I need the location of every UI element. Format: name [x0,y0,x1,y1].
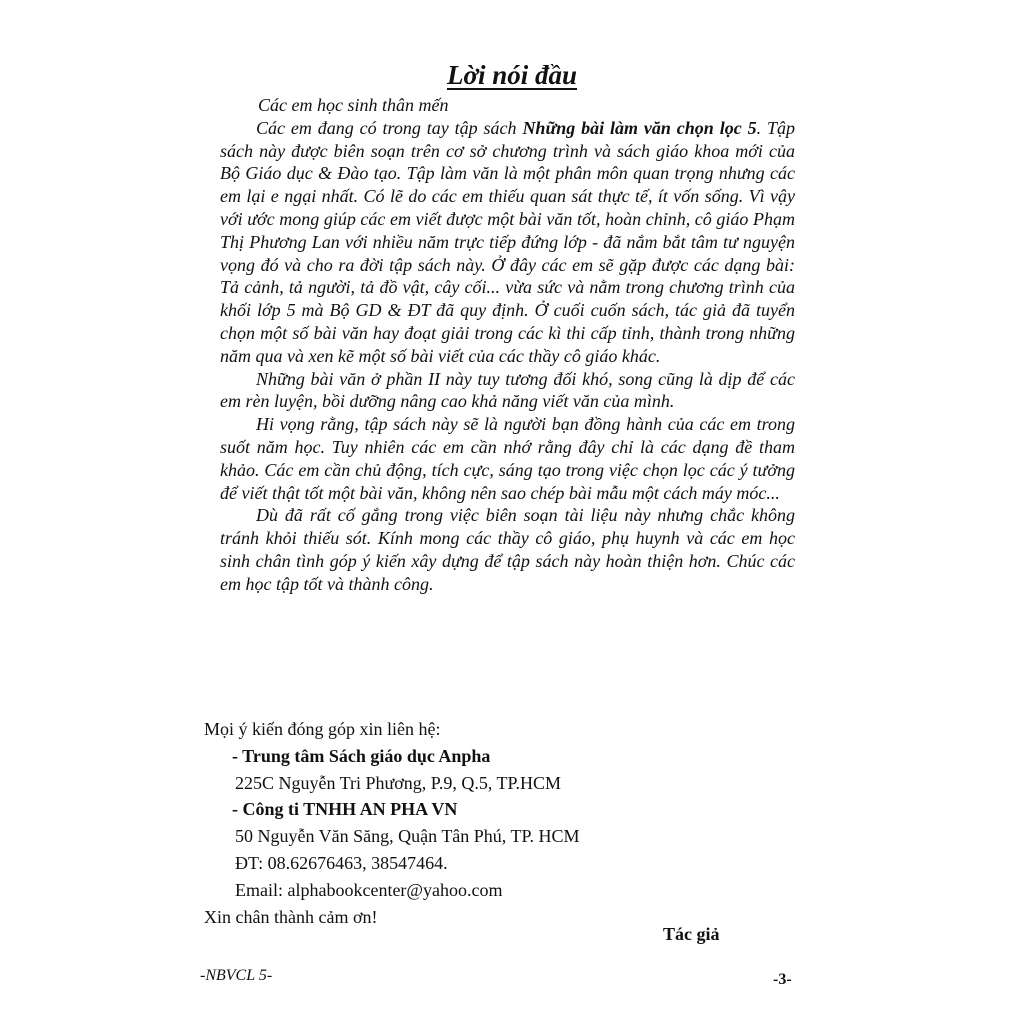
phone-line: ĐT: 08.62676463, 38547464. [235,852,448,873]
contact-block [204,716,804,930]
org1-name [204,743,804,770]
org2-address: 50 Nguyễn Văn Săng, Quận Tân Phú, TP. HCM [235,826,580,847]
org2-name-text: - Công ti TNHH AN PHA VN [232,799,458,820]
page-number: -3- [773,971,792,988]
paragraph-1-before: Các em đang có trong tay tập sách [256,117,523,138]
preface-body [220,94,795,596]
paragraph-1-after: . Tập sách này được biên soạn trên cơ sở chương trình và sách giáo khoa mới của Bộ Giáo dục & Đào tạo. Tập làm văn là một phân môn quan trọng nhưng các em lại e ngại nhất. Có lẽ do các em thiếu quan sát thực tế, ít vốn sống. Vì vậy với ước mong giúp các em viết được một bài văn tốt, hoàn chỉnh, cô giáo Phạm Thị Phương Lan với nhiều năm trực tiếp đứng lớp - đã nắm bắt tâm tư nguyện vọng đó và cho ra đời tập sách này. Ở đây các em sẽ gặp được các dạng bài: Tả cảnh, tả người, tả đồ vật, cây cối... vừa sức và nằm trong chương trình của khối lớp 5 mà Bộ GD & ĐT đã quy định. Ở cuối cuốn sách, tác giả đã tuyển chọn một số bài văn hay đoạt giải trong các kì thi cấp tỉnh, thành trong những năm qua và xen kẽ một số bài viết của các thầy cô giáo khác. [220,117,796,366]
paragraph-2: Những bài văn ở phần II này tuy tương đối khó, song cũng là dịp để các em rèn luyện, bồi dưỡng nâng cao khả năng viết văn của mình. [220,368,795,412]
greeting: Các em học sinh thân mến [258,95,449,115]
page-title: Lời nói đầu [446,60,578,90]
email-line: Email: alphabookcenter@yahoo.com [235,879,503,900]
thanks-line: Xin chân thành cảm ơn! [204,906,378,927]
footer-code: -NBVCL 5- [200,967,273,984]
org1-name-text: - Trung tâm Sách giáo dục Anpha [232,745,491,766]
org1-address: 225C Nguyễn Tri Phương, P.9, Q.5, TP.HCM [235,772,562,793]
paragraph-3: Hi vọng rằng, tập sách này sẽ là người bạn đồng hành của các em trong suốt năm học. Tuy nhiên các em cần nhớ rằng đây chỉ là các dạng đề tham khảo. Các em cần chủ động, tích cực, sáng tạo trong việc chọn lọc các ý tưởng để viết thật tốt một bài văn, không nên sao chép bài mẫu một cách máy móc... [220,414,795,503]
paragraph-1 [220,117,795,368]
author-signature: Tác giả [663,924,720,944]
org2-name [204,796,804,823]
contact-intro: Mọi ý kiến đóng góp xin liên hệ: [204,719,441,739]
book-title-bold: Những bài làm văn chọn lọc 5 [522,117,757,138]
paragraph-4: Dù đã rất cố gắng trong việc biên soạn tài liệu này nhưng chắc không tránh khỏi thiếu sót. Kính mong các thầy cô giáo, phụ huynh và các em học sinh chân tình góp ý kiến xây dựng để tập sách này hoàn thiện hơn. Chúc các em học tập tốt và thành công. [220,505,795,594]
